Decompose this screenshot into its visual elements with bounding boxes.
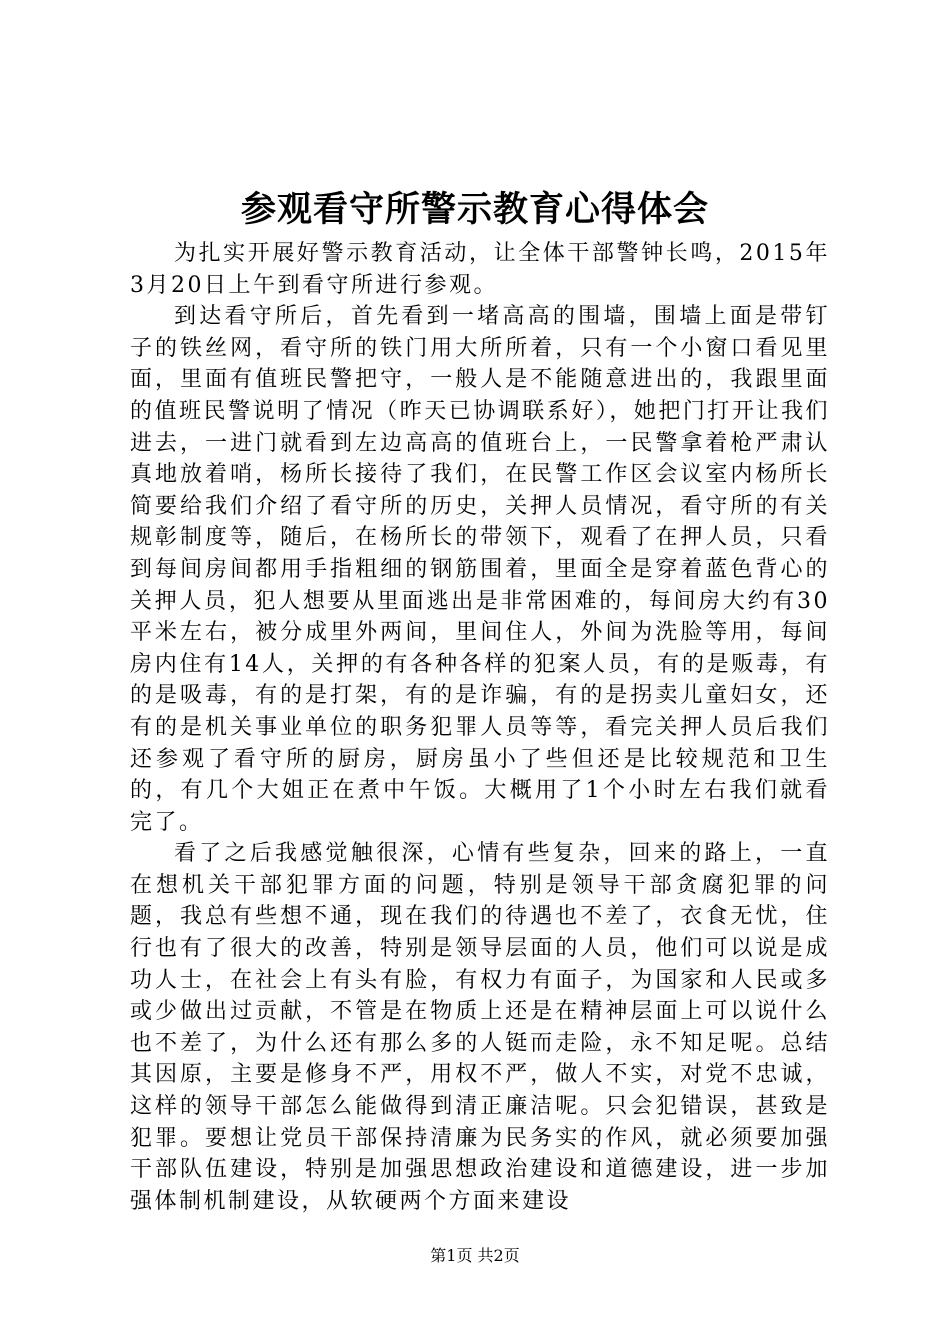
paragraph: 看了之后我感觉触很深，心情有些复杂，回来的路上，一直在想机关干部犯罪方面的问题，特别是领导干部贪腐犯罪的问题，我总有些想不通，现在我们的待遇也不差了，衣食无忧，住行也有了很大的改善，特别是领导层面的人员，他们可以说是成功人士，在社会上有头有脸，有权力有面子，为国家和人民或多或少做出过贡献，不管是在物质上还是在精神层面上可以说什么也不差了，为什么还有那么多的人铤而走险，永不知足呢。总结其因原，主要是修身不严，用权不严，做人不实，对党不忠诚，这样的领导干部怎么能做得到清正廉洁呢。只会犯错误，甚致是犯罪。要想让党员干部保持清廉为民务实的作风，就必须要加强干部队伍建设，特别是加强思想政治建设和道德建设，进一步加强体制机制建设，从软硬两个方面来建设 [130, 841, 830, 1214]
paragraph: 到达看守所后，首先看到一堵高高的围墙，围墙上面是带钉子的铁丝网，看守所的铁门用大所所着，只有一个小窗口看见里面，里面有值班民警把守，一般人是不能随意进出的，我跟里面的值班民警说明了情况（昨天已协调联系好），她把门打开让我们进去，一进门就看到左边高高的值班台上，一民警拿着枪严肃认真地放着哨，杨所长接待了我们，在民警工作区会议室内杨所长简要给我们介绍了看守所的历史，关押人员情况，看守所的有关规彰制度等，随后，在杨所长的带领下，观看了在押人员，只看到每间房间都用手指粗细的钢筋围着，里面全是穿着蓝色背心的关押人员，犯人想要从里面逃出是非常困难的，每间房大约有30平米左右，被分成里外两间，里间住人，外间为洗脸等用，每间房内住有14人，关押的有各种各样的犯案人员，有的是贩毒，有的是吸毒，有的是打架，有的是诈骗，有的是拐卖儿童妇女，还有的是机关事业单位的职务犯罪人员等等，看完关押人员后我们还参观了看守所的厨房，厨房虽小了些但还是比较规范和卫生的，有几个大姐正在煮中午饭。大概用了1个小时左右我们就看完了。 [130, 304, 830, 835]
page-title: 参观看守所警示教育心得体会 [240, 189, 709, 230]
document-body [130, 238, 830, 1217]
paragraph: 为扎实开展好警示教育活动，让全体干部警钟长鸣，2015年3月20日上午到看守所进行参观。 [130, 241, 830, 298]
page-number-footer: 第1页 共2页 [430, 1246, 520, 1265]
